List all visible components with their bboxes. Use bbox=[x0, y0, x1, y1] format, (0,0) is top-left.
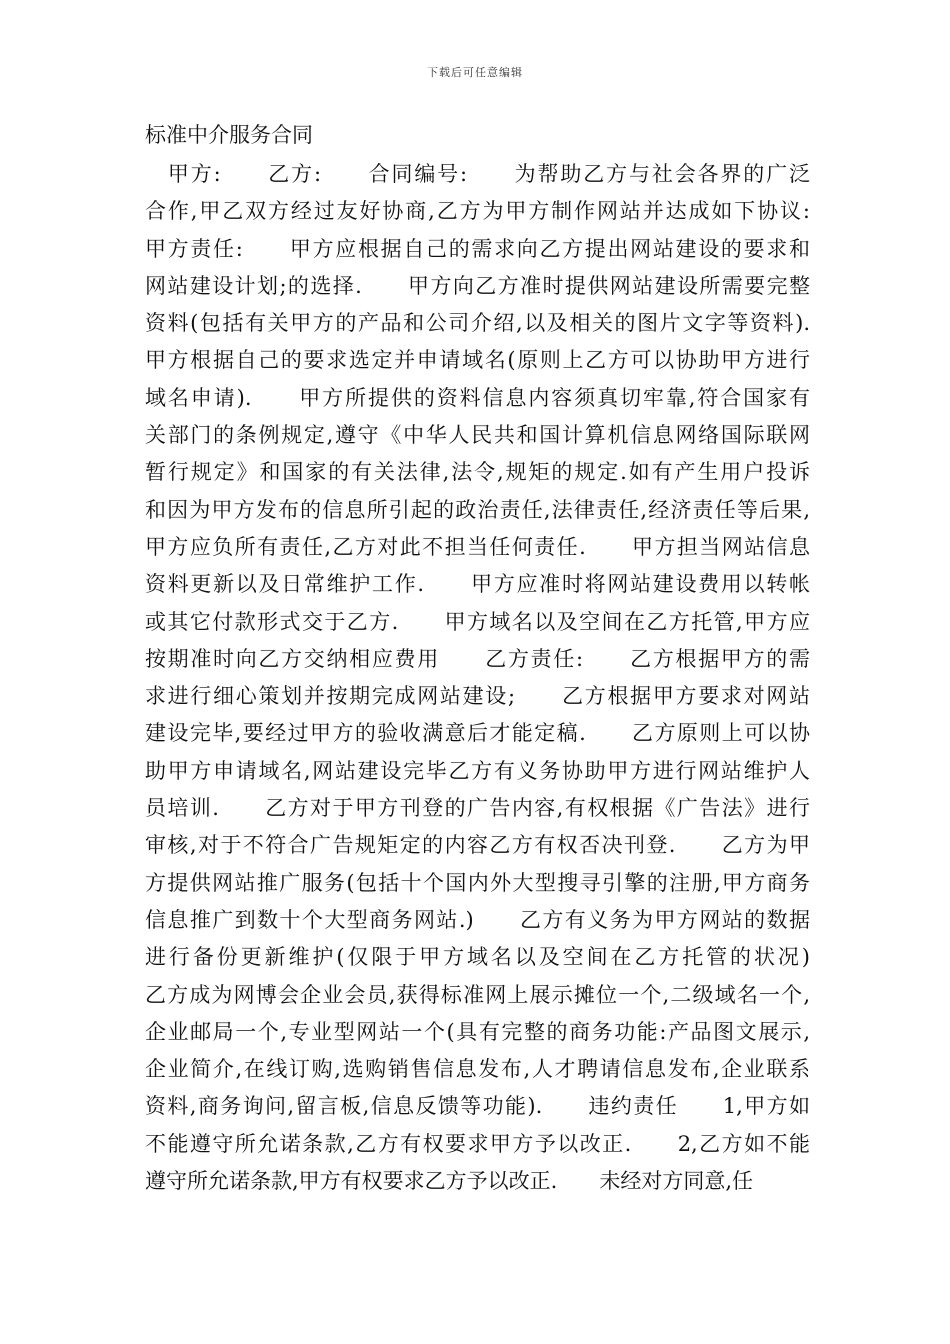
paragraph-line: 员培训. 乙方对于甲方刊登的广告内容,有权根据《广告法》进行 bbox=[145, 796, 810, 821]
paragraph-line: 网站建设计划;的选择. 甲方向乙方准时提供网站建设所需要完整 bbox=[145, 273, 810, 298]
paragraph-line: 资料(包括有关甲方的产品和公司介绍,以及相关的图片文字等资料). bbox=[145, 311, 810, 336]
paragraph-line: 关部门的条例规定,遵守《中华人民共和国计算机信息网络国际联网 bbox=[145, 423, 810, 448]
paragraph-line: 助甲方申请域名,网站建设完毕乙方有义务协助甲方进行网站维护人 bbox=[145, 758, 810, 783]
document-title: 标准中介服务合同 bbox=[145, 123, 313, 147]
paragraph-line: 企业邮局一个,专业型网站一个(具有完整的商务功能:产品图文展示, bbox=[145, 1019, 810, 1044]
paragraph-line: 域名申请). 甲方所提供的资料信息内容须真切牢靠,符合国家有 bbox=[145, 385, 810, 410]
paragraph-line: 甲方应负所有责任,乙方对此不担当任何责任. 甲方担当网站信息 bbox=[145, 534, 810, 559]
paragraph-line: 资料更新以及日常维护工作. 甲方应准时将网站建设费用以转帐 bbox=[145, 572, 810, 597]
paragraph-line: 信息推广到数十个大型商务网站.) 乙方有义务为甲方网站的数据 bbox=[145, 907, 810, 932]
paragraph-line: 进行备份更新维护(仅限于甲方域名以及空间在乙方托管的状况) bbox=[145, 945, 810, 970]
paragraph-line: 企业简介,在线订购,选购销售信息发布,人才聘请信息发布,企业联系 bbox=[145, 1057, 810, 1082]
paragraph-line: 审核,对于不符合广告规矩定的内容乙方有权否决刊登. 乙方为甲 bbox=[145, 833, 810, 858]
paragraph-line: 暂行规定》和国家的有关法律,法令,规矩的规定.如有产生用户投诉 bbox=[145, 460, 810, 485]
paragraph-line: 甲方责任: 甲方应根据自己的需求向乙方提出网站建设的要求和 bbox=[145, 236, 810, 261]
document-body bbox=[145, 120, 810, 1200]
paragraph-line: 不能遵守所允诺条款,乙方有权要求甲方予以改正. 2,乙方如不能 bbox=[145, 1131, 810, 1156]
paragraph-line: 乙方成为网博会企业会员,获得标准网上展示摊位一个,二级域名一个, bbox=[145, 982, 810, 1007]
paragraph-line: 按期准时向乙方交纳相应费用 乙方责任: 乙方根据甲方的需 bbox=[145, 646, 810, 671]
paragraph-line: 或其它付款形式交于乙方. 甲方域名以及空间在乙方托管,甲方应 bbox=[145, 609, 810, 634]
paragraph-line: 求进行细心策划并按期完成网站建设; 乙方根据甲方要求对网站 bbox=[145, 684, 810, 709]
paragraph-line: 和因为甲方发布的信息所引起的政治责任,法律责任,经济责任等后果, bbox=[145, 497, 810, 522]
paragraph-line: 方提供网站推广服务(包括十个国内外大型搜寻引擎的注册,甲方商务 bbox=[145, 870, 810, 895]
paragraph-line: 遵守所允诺条款,甲方有权要求乙方予以改正. 未经对方同意,任 bbox=[145, 1169, 754, 1194]
paragraph-line: 甲方: 乙方: 合同编号: 为帮助乙方与社会各界的广泛 bbox=[145, 162, 810, 186]
paragraph-line: 建设完毕,要经过甲方的验收满意后才能定稿. 乙方原则上可以协 bbox=[145, 721, 810, 746]
paragraph-line: 合作,甲乙双方经过友好协商,乙方为甲方制作网站并达成如下协议: bbox=[145, 199, 810, 224]
paragraph-line: 甲方根据自己的要求选定并申请域名(原则上乙方可以协助甲方进行 bbox=[145, 348, 810, 373]
paragraph-line: 资料,商务询问,留言板,信息反馈等功能). 违约责任 1,甲方如 bbox=[145, 1094, 810, 1119]
page-header: 下载后可任意编辑 bbox=[427, 66, 523, 79]
